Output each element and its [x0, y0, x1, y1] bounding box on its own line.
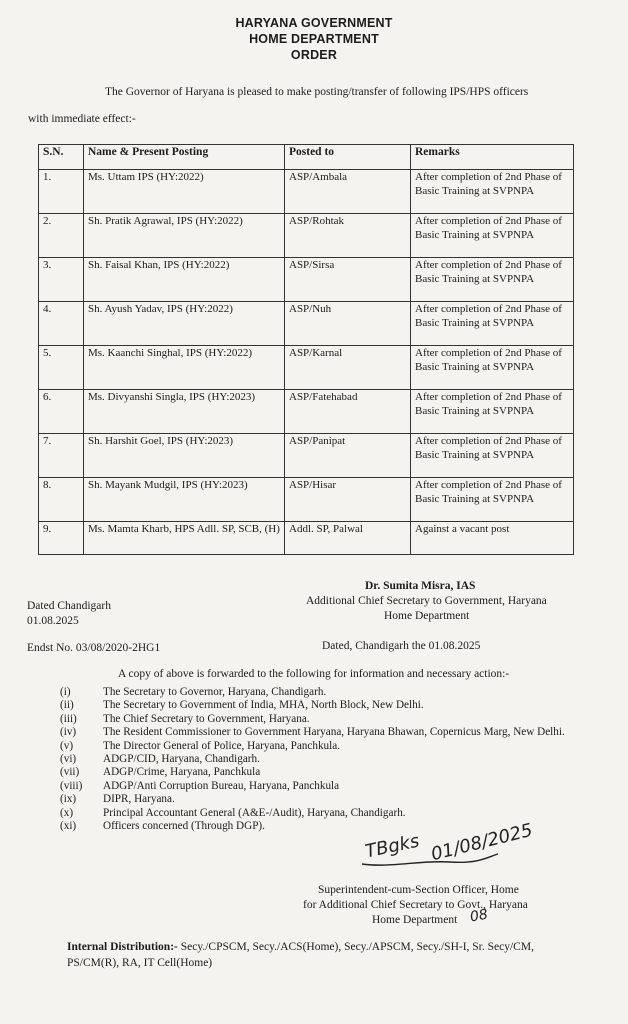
cell-sn: 1.: [39, 170, 84, 214]
list-item-text: The Secretary to Government of India, MHA, North Block, New Delhi.: [103, 699, 424, 712]
cell-name: Sh. Faisal Khan, IPS (HY:2022): [84, 258, 285, 302]
cell-remarks: After completion of 2nd Phase of Basic Training at SVPNPA: [411, 258, 574, 302]
table-header-row: [39, 145, 574, 170]
cell-posted: ASP/Ambala: [285, 170, 411, 214]
list-item-number: (vi): [60, 753, 77, 766]
internal-distribution-label: Internal Distribution:-: [67, 941, 178, 953]
list-item-number: (iv): [60, 726, 77, 739]
cell-name: Sh. Harshit Goel, IPS (HY:2023): [84, 434, 285, 478]
cell-sn: 4.: [39, 302, 84, 346]
cell-remarks: After completion of 2nd Phase of Basic Training at SVPNPA: [411, 346, 574, 390]
list-item-number: (v): [60, 739, 74, 752]
list-item-number: (ix): [60, 793, 77, 806]
cell-remarks: After completion of 2nd Phase of Basic Training at SVPNPA: [411, 214, 574, 258]
cell-posted: ASP/Karnal: [285, 346, 411, 390]
cell-remarks: After completion of 2nd Phase of Basic Training at SVPNPA: [411, 390, 574, 434]
cell-posted: ASP/Nuh: [285, 302, 411, 346]
list-item-text: Officers concerned (Through DGP).: [103, 820, 265, 833]
dated-date: 01.08.2025: [27, 615, 79, 627]
list-item-text: ADGP/Anti Corruption Bureau, Haryana, Panchkula: [103, 779, 340, 792]
list-item-number: (vii): [60, 766, 80, 779]
list-item: [60, 686, 603, 699]
handwritten-signature: TBgks: [363, 830, 422, 863]
list-item-number: (ii): [60, 699, 74, 712]
copy-list: [60, 686, 603, 833]
cell-remarks: Against a vacant post: [411, 522, 574, 555]
header-department: HOME DEPARTMENT: [249, 32, 379, 46]
dated-place: Dated Chandigarh: [27, 600, 111, 612]
header-remarks: Remarks: [411, 145, 574, 170]
cell-posted: ASP/Rohtak: [285, 214, 411, 258]
list-item-text: ADGP/Crime, Haryana, Panchkula: [103, 766, 261, 779]
cell-posted: ASP/Fatehabad: [285, 390, 411, 434]
table-row: [39, 390, 574, 434]
table-row: [39, 258, 574, 302]
intro-line-1: The Governor of Haryana is pleased to make posting/transfer of following IPS/HPS officers: [105, 86, 529, 98]
cell-name: Ms. Uttam IPS (HY:2022): [84, 170, 285, 214]
cell-name: Ms. Mamta Kharb, HPS Adll. SP, SCB, (H): [84, 522, 285, 555]
cell-name: Ms. Divyanshi Singla, IPS (HY:2023): [84, 390, 285, 434]
header-sn: S.N.: [39, 145, 84, 170]
header-name: Name & Present Posting: [84, 145, 285, 170]
list-item: [60, 807, 603, 820]
signatory-department: Home Department: [384, 610, 470, 622]
list-item: [60, 699, 603, 712]
list-item-number: (xi): [60, 820, 77, 833]
endst-dated: Dated, Chandigarh the 01.08.2025: [322, 640, 481, 652]
table-row: [39, 170, 574, 214]
superintendent-line-1: Superintendent-cum-Section Officer, Home: [318, 884, 519, 896]
internal-distribution-line-2: PS/CM(R), RA, IT Cell(Home): [67, 957, 213, 969]
table-row: [39, 522, 574, 555]
cell-posted: Addl. SP, Palwal: [285, 522, 411, 555]
signatory-name: Dr. Sumita Misra, IAS: [365, 580, 476, 592]
list-item-number: (viii): [60, 779, 83, 792]
cell-remarks: After completion of 2nd Phase of Basic Training at SVPNPA: [411, 434, 574, 478]
superintendent-line-3: Home Department: [372, 914, 458, 926]
cell-sn: 8.: [39, 478, 84, 522]
cell-sn: 3.: [39, 258, 84, 302]
list-item-text: The Resident Commissioner to Government Haryana, Haryana Bhawan, Copernicus Marg, New Delhi.: [103, 726, 565, 739]
copy-intro: A copy of above is forwarded to the following for information and necessary action:-: [118, 668, 510, 680]
endst-number: Endst No. 03/08/2020-2HG1: [27, 642, 161, 654]
signature-underline: [360, 850, 500, 872]
table-row: [39, 478, 574, 522]
list-item: [60, 753, 603, 766]
header-posted-to: Posted to: [285, 145, 411, 170]
cell-name: Sh. Ayush Yadav, IPS (HY:2022): [84, 302, 285, 346]
table-row: [39, 302, 574, 346]
table-row: [39, 434, 574, 478]
handwritten-date: 01/08/2025: [429, 819, 535, 866]
list-item-text: DIPR, Haryana.: [103, 793, 175, 806]
list-item: [60, 780, 603, 793]
table-row: [39, 214, 574, 258]
cell-sn: 9.: [39, 522, 84, 555]
table-row: [39, 346, 574, 390]
list-item: [60, 726, 603, 739]
header-government: HARYANA GOVERNMENT: [235, 16, 393, 30]
cell-name: Sh. Pratik Agrawal, IPS (HY:2022): [84, 214, 285, 258]
list-item: [60, 766, 603, 779]
cell-remarks: After completion of 2nd Phase of Basic Training at SVPNPA: [411, 478, 574, 522]
list-item-text: The Secretary to Governor, Haryana, Chandigarh.: [103, 686, 327, 698]
list-item-number: (i): [60, 686, 71, 698]
list-item-text: Principal Accountant General (A&E-/Audit), Haryana, Chandigarh.: [103, 806, 406, 819]
list-item-text: The Director General of Police, Haryana, Panchkula.: [103, 739, 341, 752]
list-item: [60, 713, 603, 726]
handwritten-initials: 08: [468, 906, 490, 926]
cell-sn: 6.: [39, 390, 84, 434]
cell-name: Sh. Mayank Mudgil, IPS (HY:2023): [84, 478, 285, 522]
list-item-text: ADGP/CID, Haryana, Chandigarh.: [103, 753, 260, 766]
list-item-number: (iii): [60, 712, 77, 725]
cell-posted: ASP/Sirsa: [285, 258, 411, 302]
cell-remarks: After completion of 2nd Phase of Basic Training at SVPNPA: [411, 170, 574, 214]
cell-sn: 5.: [39, 346, 84, 390]
cell-posted: ASP/Hisar: [285, 478, 411, 522]
internal-distribution-text: Secy./CPSCM, Secy./ACS(Home), Secy./APSCM, Secy./SH-I, Sr. Secy/CM,: [177, 941, 534, 953]
internal-distribution: [67, 941, 534, 953]
list-item-number: (x): [60, 806, 74, 819]
cell-sn: 7.: [39, 434, 84, 478]
cell-name: Ms. Kaanchi Singhal, IPS (HY:2022): [84, 346, 285, 390]
list-item: [60, 793, 603, 806]
cell-posted: ASP/Panipat: [285, 434, 411, 478]
superintendent-line-2: for Additional Chief Secretary to Govt., Haryana: [303, 899, 528, 911]
header-order: ORDER: [290, 48, 338, 62]
cell-sn: 2.: [39, 214, 84, 258]
intro-line-2: with immediate effect:-: [28, 113, 136, 125]
list-item: [60, 740, 603, 753]
cell-remarks: After completion of 2nd Phase of Basic Training at SVPNPA: [411, 302, 574, 346]
signatory-designation: Additional Chief Secretary to Government, Haryana: [306, 595, 547, 607]
posting-table: [38, 144, 574, 555]
list-item-text: The Chief Secretary to Government, Haryana.: [103, 712, 310, 725]
